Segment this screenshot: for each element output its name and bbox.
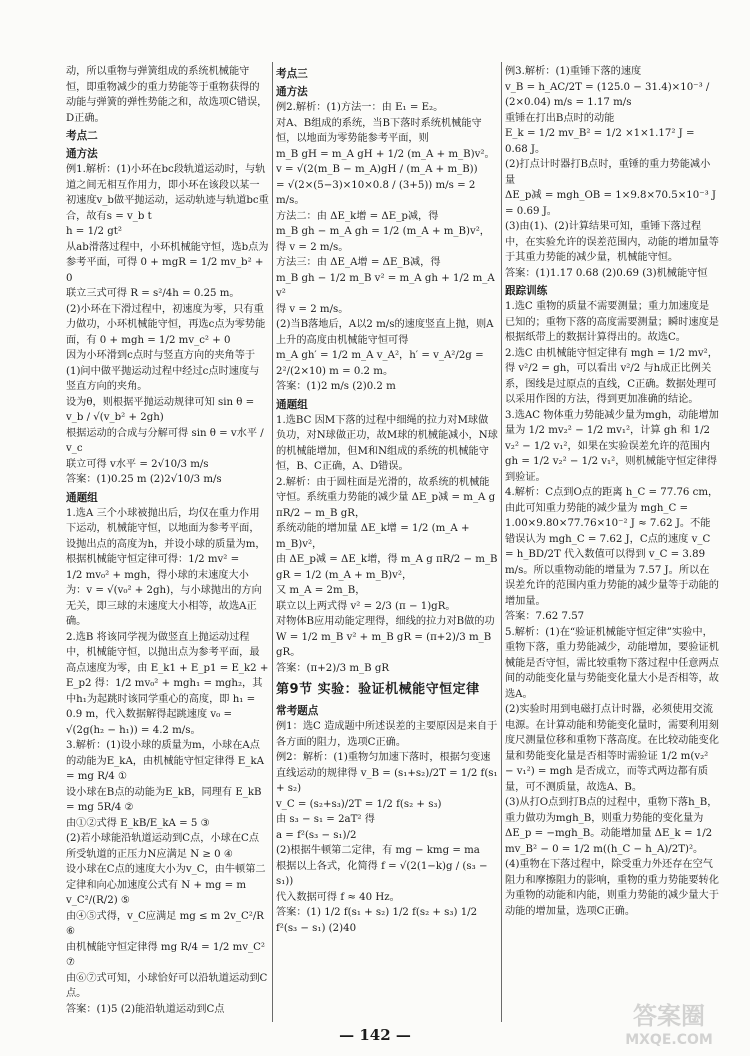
- paragraph: 例1.解析：(1)小环在bc段轨道运动时，与轨道之间无相互作用力，即小环在该段以某一初速度v_b做平抛运动，运动轨迹与轨道bc重合，故有s = v_b t: [66, 164, 269, 222]
- paragraph: (2)若小球能沿轨道运动到C点，小球在C点所受轨道的正压力N应满足 N ≥ 0 ④: [66, 833, 260, 860]
- section-heading: 跟踪训练: [505, 285, 548, 297]
- watermark-logo: [594, 994, 744, 1050]
- column-middle: [276, 64, 498, 1014]
- paragraph: 因为小环滑到c点时与竖直方向的夹角等于(1)问中做平抛运动过程中经过c点时速度与竖直方向的夹角。: [66, 350, 260, 393]
- paragraph: 例3.解析：(1)重锤下落的速度: [505, 66, 642, 77]
- paragraph: 2.选B 将该同学视为做竖直上抛运动过程中，机械能守恒，以抛出点为参考平面，最高点速度为零，由 E_k1 + E_p1 = E_k2 + E_p2 得：1/2 mv₀² + mgh₁ = mgh₂，其中h₁为起跳时该同学重心的高度，即 h₁ = 0.9 m，代入数据解得起跳速度 v₀ = √(2g(h₂ − h₁)) = 4.2 m/s。: [66, 631, 269, 736]
- section-heading: 常考题点: [276, 705, 319, 718]
- paragraph: 系统动能的增加量 ΔE_k增 = 1/2 (m_A + m_B)v²，: [276, 523, 470, 550]
- paragraph: (2)当B落地后，A以2 m/s的速度竖直上抛，则A上升的高度由机械能守恒可得: [276, 319, 494, 346]
- paragraph: 答案：7.62 7.57: [505, 611, 585, 623]
- paragraph: 方法二：由 ΔE_k增 = ΔE_p减，得: [276, 210, 439, 222]
- paragraph: 由 ΔE_p减 = ΔE_k增，得 m_A g πR/2 − m_B gR = 1/2 (m_A + m_B)v²，: [276, 554, 498, 581]
- paragraph: 答案：(1)0.25 m (2)2√10/3 m/s: [66, 474, 222, 486]
- paragraph: 由 s₃ − s₁ = 2aT² 得: [276, 814, 375, 826]
- paragraph: 答案：(1) 1/2 f(s₁ + s₂) 1/2 f(s₂ + s₃) 1/2 f²(s₃ − s₁) (2)40: [276, 907, 478, 934]
- paragraph: 4.解析：C点到O点的距离 h_C = 77.76 cm，由此可知重力势能的减少量为 mgh_C = 1.00×9.80×77.76×10⁻² J ≈ 7.62 J。不能错误认为 mgh_C = 7.62 J，C点的速度 v_C = h_BD/2T 代入数值可以得到 v_C = 3.89 m/s。所以重物动能的增量为 7.57 J。所以在误差允许的范围内重力势能的减少量等于动能的增加量。: [505, 487, 719, 607]
- paragraph: 设小球在C点的速度大小为v_C，由牛顿第二定律和向心加速度公式有 N + mg = m v_C²/(R/2) ⑤: [66, 864, 266, 907]
- paragraph: m_A gh′ = 1/2 m_A v_A²，h′ = v_A²/2g = 2²/(2×10) m = 0.2 m。: [276, 350, 484, 377]
- section-heading: 通题组: [66, 491, 98, 504]
- paragraph: 对物体B应用动能定理得，细线的拉力对B做的功: [276, 616, 495, 628]
- paragraph: m_B gh − 1/2 m_B v² = m_A gh + 1/2 m_A v²: [276, 272, 495, 300]
- paragraph: 答案：(1)1.17 0.68 (2)0.69 (3)机械能守恒: [505, 267, 708, 279]
- paragraph: = √(2×(5−3)×10×0.8 / (3+5)) m/s = 2 m/s。: [276, 179, 476, 207]
- column-left: [66, 64, 269, 1014]
- paragraph: 2.选C 由机械能守恒定律有 mgh = 1/2 mv²，得 v²/2 = gh，可以看出 v²/2 与h成正比例关系，图线是过原点的直线，C正确。数据处理可以采用作图的方法，得到更加准确的结论。: [505, 347, 718, 406]
- paragraph: 设小球在B点的动能为E_kB，同理有 E_kB = mg 5R/4 ②: [66, 786, 262, 814]
- paragraph: (2)小环在下滑过程中，初速度为零，只有重力做功，小环机械能守恒，再选c点为零势能面，有 0 + mgh = 1/2 mv_c² + 0: [66, 303, 266, 346]
- column-right: [505, 64, 719, 1014]
- paragraph: 从ab滑落过程中，小环机械能守恒，选b点为参考平面，可得 0 + mgR = 1/2 mv_b² + 0: [66, 241, 269, 284]
- paragraph: 1.选A 三个小球被抛出后，均仅在重力作用下运动，机械能守恒，以地面为参考平面，设抛出点的高度为h，并设小球的质量为m，根据机械能守恒定律可得：1/2 mv² =: [66, 507, 266, 566]
- paragraph: 1.选BC 因M下落的过程中细绳的拉力对M球做负功，对N球做正功，故M球的机械能减小，N球的机械能增加，但M和N组成的系统的机械能守恒，B、C正确，A、D错误。: [276, 414, 498, 473]
- section-heading: 考点二: [66, 130, 98, 142]
- paragraph: 答案：(π+2)/3 m_B gR: [276, 662, 390, 674]
- paragraph: 3.选AC 物体重力势能减少量为mgh，动能增加量为 1/2 mv₂² − 1/2 mv₁²，计算 gh 和 1/2 v₂² − 1/2 v₁²，如果在实验误差允许的范围内 gh = 1/2 v₂² − 1/2 v₁²，则机械能守恒定律得到验证。: [505, 409, 719, 483]
- paragraph: 由⑥⑦式可知，小球恰好可以沿轨道运动到C点。: [66, 972, 268, 1000]
- chapter-title: 第9节 实验：验证机械能守恒定律: [276, 682, 480, 698]
- paragraph: 得 v = 2 m/s。: [276, 241, 349, 253]
- paragraph: 例2.解析：(1)方法一：由 E₁ = E₂。: [276, 102, 444, 114]
- paragraph: a = f²(s₃ − s₁)/2: [276, 829, 357, 841]
- paragraph: m_B gh − m_A gh = 1/2 (m_A + m_B)v²，: [276, 226, 490, 238]
- paragraph: h = 1/2 gt²: [66, 226, 122, 238]
- paragraph: 例2：解析：(1)重物匀加速下落时，根据匀变速直线运动的规律得 v_B = (s₁+s₂)/2T = 1/2 f(s₁ + s₂): [276, 752, 498, 795]
- paragraph: v_B = h_AC/2T = (125.0 − 31.4)×10⁻³ / (2×0.04) m/s = 1.17 m/s: [505, 81, 710, 108]
- paragraph: (3)由(1)、(2)计算结果可知，重锤下落过程中，在实验允许的误差范围内，动能的增加量等于其重力势能的减少量，机械能守恒。: [505, 221, 719, 263]
- paragraph: 由①②式得 E_kB/E_kA = 5 ③: [66, 817, 210, 829]
- paragraph: 得 v = 2 m/s。: [276, 303, 349, 315]
- section-heading: 考点三: [276, 68, 308, 80]
- paragraph: ΔE_p减 = mgh_OB = 1×9.8×70.5×10⁻³ J = 0.69 J。: [505, 190, 717, 217]
- paragraph: v = √(2(m_B − m_A)gH / (m_A + m_B)): [276, 164, 478, 176]
- paragraph: 2.解析：由于圆柱面是光滑的，故系统的机械能守恒。系统重力势能的减少量 ΔE_p减 = m_A g πR/2 − m_B gR，: [276, 476, 496, 519]
- paragraph: (2)根据牛顿第二定律，有 mg − kmg = ma: [276, 845, 480, 857]
- section-heading: 通方法: [276, 86, 308, 99]
- paragraph: 又 m_A = 2m_B，: [276, 585, 366, 597]
- paragraph: 1.选C 重物的质量不需要测量；重力加速度是已知的；重物下落的高度需要测量；瞬时速度是根据纸带上的数据计算得出的。故选C。: [505, 301, 719, 344]
- paragraph: 设为θ，则根据平抛运动规律可知 sin θ = v_b / √(v_b² + 2gh): [66, 396, 255, 424]
- paragraph: 联立可得 v水平 = 2√10/3 m/s: [66, 458, 209, 470]
- paragraph: (4)重物在下落过程中，除受重力外还存在空气阻力和摩擦阻力的影响，重物的重力势能要转化为重物的动能和内能，则重力势能的减少量大于动能的增加量，选项C正确。: [505, 859, 719, 917]
- paragraph: m_B gH = m_A gH + 1/2 (m_A + m_B)v²。: [276, 148, 495, 160]
- watermark-text-en: MXQE.COM: [625, 1032, 713, 1048]
- paragraph: v_C = (s₂+s₃)/2T = 1/2 f(s₂ + s₃): [276, 798, 442, 810]
- paragraph: 答案：(1)2 m/s (2)0.2 m: [276, 381, 396, 393]
- paragraph: (2)实验时用到电磁打点计时器，必须使用交流电源。在计算动能和势能变化量时，需要利用刻度尺测量位移和重物下落高度。在比较动能变化量和势能变化量是否相等时需验证 1/2 m(v₂² − v₁²) = mgh 是否成立，而等式两边都有质量，可不测质量，故选A、B。: [505, 704, 719, 793]
- paragraph: 代入数据可得 f ≈ 40 Hz。: [276, 891, 400, 903]
- watermark-text-cn: 答案圈: [633, 1002, 705, 1030]
- paragraph: 由④⑤式得，v_C应满足 mg ≤ m 2v_C²/R ⑥: [66, 910, 264, 938]
- paragraph: 5.解析：(1)在“验证机械能守恒定律”实验中，重物下落，重力势能减少，动能增加，要验证机械能是否守恒，需比较重物下落过程中任意两点间的动能变化量与势能变化量大小是否相等，故选A。: [505, 626, 719, 700]
- section-heading: 通方法: [66, 148, 98, 161]
- paragraph: 3.解析：(1)设小球的质量为m，小球在A点的动能为E_kA，由机械能守恒定律得 E_kA = mg R/4 ①: [66, 740, 264, 783]
- paragraph: 1/2 mv₀² + mgh，得小球的末速度大小为：v = √(v₀² + 2gh)，与小球抛出的方向无关，即三球的末速度大小相等，故选A正确。: [66, 569, 262, 628]
- page-number: — 142 —: [339, 1026, 411, 1044]
- paragraph: 方法三：由 ΔE_A增 = ΔE_B减，得: [276, 257, 441, 269]
- paragraph: 根据以上各式，化简得 f = √(2(1−k)g / (s₃ − s₁)): [276, 860, 488, 888]
- paragraph: 根据运动的合成与分解可得 sin θ = v水平 / v_c: [66, 427, 264, 455]
- column-divider: [272, 62, 273, 1022]
- paragraph: 对A、B组成的系统，当B下落时系统机械能守恒，以地面为零势能参考平面，则: [276, 117, 482, 145]
- paragraph: E_k = 1/2 mv_B² = 1/2 ×1×1.17² J = 0.68 J。: [505, 128, 695, 155]
- paragraph: 答案：(1)5 (2)能沿轨道运动到C点: [66, 1003, 225, 1014]
- section-heading: 通题组: [276, 398, 308, 411]
- paragraph: 动，所以重物与弹簧组成的系统机械能守恒，即重物减少的重力势能等于重物获得的动能与弹簧的弹性势能之和，故选项C错误，D正确。: [66, 66, 268, 124]
- paragraph: 重锤在打出B点时的动能: [505, 112, 615, 124]
- paragraph: (2)打点计时器打B点时，重锤的重力势能减小量: [505, 159, 711, 186]
- paragraph: 联立以上两式得 v² = 2/3 (π − 1)gR。: [276, 600, 456, 612]
- paragraph: W = 1/2 m_B v² + m_B gR = (π+2)/3 m_B gR。: [276, 631, 492, 659]
- paragraph: 联立三式可得 R = s²/4h = 0.25 m。: [66, 288, 240, 300]
- paragraph: 例1：选C 造成题中所述误差的主要原因是来自于各方面的阻力，选项C正确。: [276, 721, 498, 748]
- paragraph: 由机械能守恒定律得 mg R/4 = 1/2 mv_C² ⑦: [66, 941, 265, 969]
- paragraph: (3)从打O点到打B点的过程中，重物下落h_B，重力做功为mgh_B，则重力势能的变化量为 ΔE_p = −mgh_B。动能增加量 ΔE_k = 1/2 mv_B² − 0 = 1/2 m((h_C − h_A)/2T)²。: [505, 797, 718, 855]
- column-divider: [501, 62, 502, 1022]
